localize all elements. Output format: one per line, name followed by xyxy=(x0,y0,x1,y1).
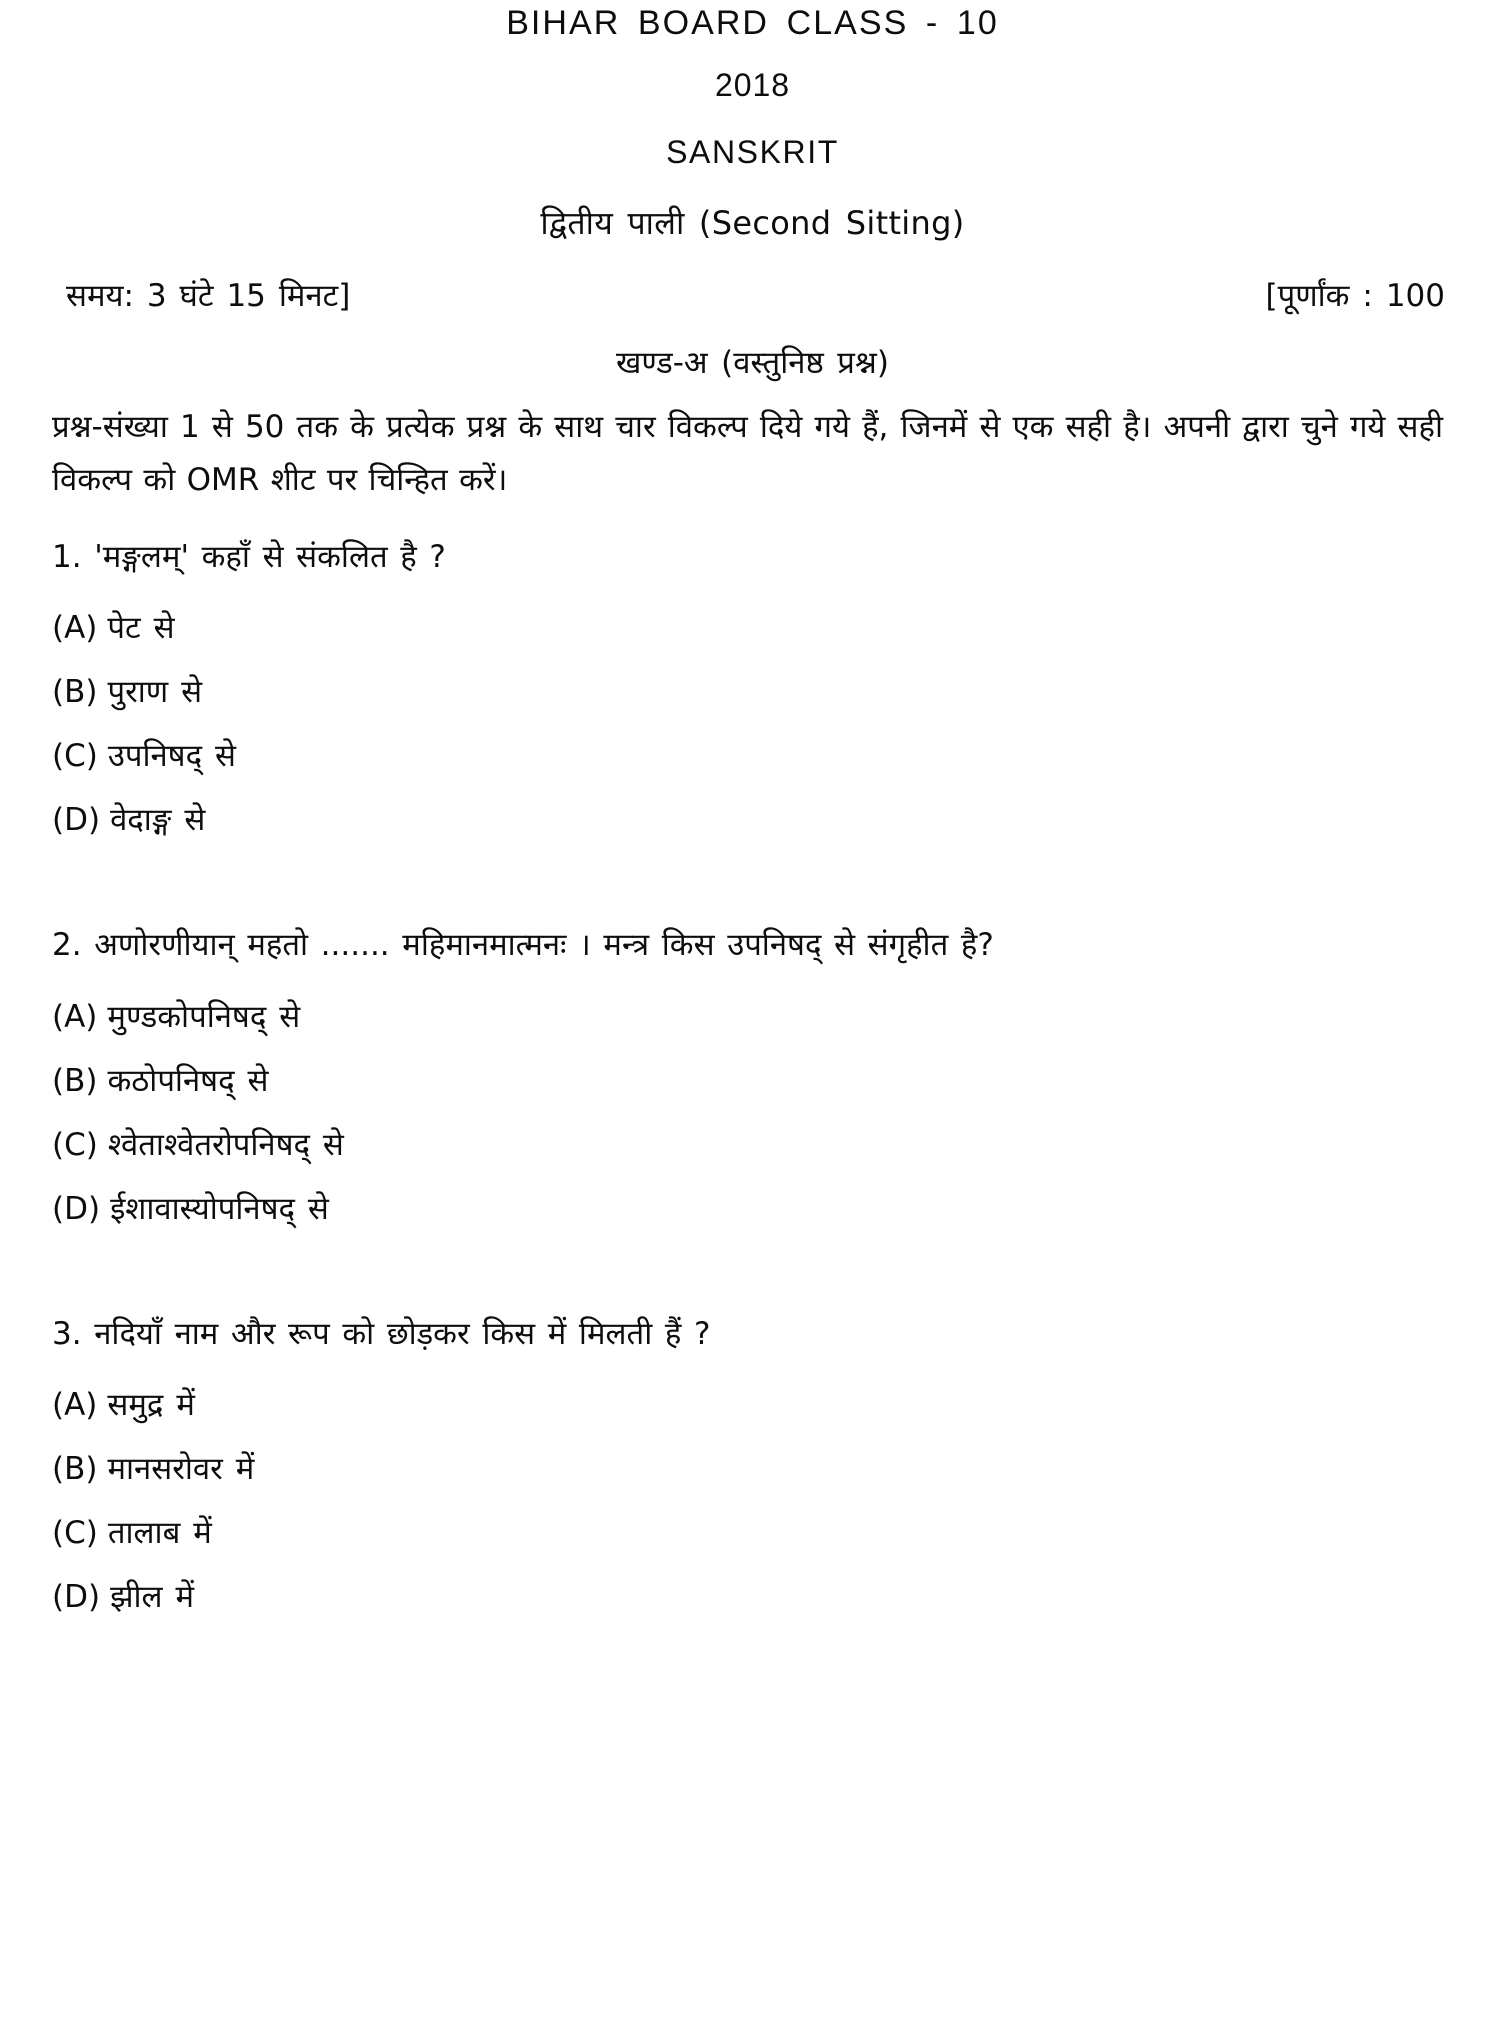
option-c[interactable] xyxy=(52,708,1453,775)
option-text: मानसरोवर में xyxy=(107,1451,255,1488)
option-d[interactable] xyxy=(52,1549,1453,1616)
option-text: कठोपनिषद् से xyxy=(107,1062,269,1099)
question-spacer xyxy=(52,1225,1453,1277)
option-label: (D) xyxy=(52,1579,101,1616)
option-label: (C) xyxy=(52,1126,98,1163)
option-label: (A) xyxy=(52,1387,98,1424)
option-a[interactable] xyxy=(52,969,1453,1033)
option-text: पेट से xyxy=(107,610,175,647)
option-text: ईशावास्योपनिषद् से xyxy=(110,1190,329,1227)
instructions-paragraph: प्रश्न-संख्या 1 से 50 तक के प्रत्येक प्रश्न के साथ चार विकल्प दिये गये हैं, जिनमें से एक सही है। अपनी द्वारा चुने गये सही विकल्प को OMR शीट पर चिन्हित करें। xyxy=(52,409,1443,499)
option-d[interactable] xyxy=(52,1161,1453,1225)
option-text: उपनिषद् से xyxy=(107,738,236,775)
option-list xyxy=(52,969,1453,1225)
option-label: (B) xyxy=(52,1062,98,1099)
option-text: तालाब में xyxy=(107,1515,212,1552)
question-block xyxy=(52,508,1453,837)
option-label: (A) xyxy=(52,610,98,647)
section-heading: खण्ड-अ (वस्तुनिष्ठ प्रश्न) xyxy=(616,345,889,381)
option-text: मुण्डकोपनिषद् से xyxy=(107,998,301,1035)
exam-year: 2018 xyxy=(714,67,791,103)
option-text: श्वेताश्वेतरोपनिषद् से xyxy=(107,1126,344,1163)
option-label: (B) xyxy=(52,674,98,711)
board-title: BIHAR BOARD CLASS - 10 xyxy=(506,4,999,42)
question-text: 2. अणोरणीयान् महतो ....... महिमानमात्मनः । मन्त्र किस उपनिषद् से संगृहीत है? xyxy=(52,927,994,964)
subject-name: SANSKRIT xyxy=(666,134,839,170)
option-c[interactable] xyxy=(52,1097,1453,1161)
option-b[interactable] xyxy=(52,644,1453,711)
option-label: (D) xyxy=(52,802,101,839)
option-label: (B) xyxy=(52,1451,98,1488)
option-list xyxy=(52,580,1453,839)
paper-header xyxy=(52,0,1453,244)
option-label: (D) xyxy=(52,1190,101,1227)
option-a[interactable] xyxy=(52,580,1453,647)
option-b[interactable] xyxy=(52,1033,1453,1097)
time-allowed: समय: 3 घंटे 15 मिनट] xyxy=(66,278,351,314)
full-marks: [पूर्णांक : 100 xyxy=(1265,278,1445,314)
option-label: (C) xyxy=(52,1515,98,1552)
exam-meta-row xyxy=(52,244,1453,316)
question-block xyxy=(52,888,1453,1225)
question-text: 1. 'मङ्गलम्' कहाँ से संकलित है ? xyxy=(52,538,446,575)
option-text: वेदाङ्ग से xyxy=(110,802,206,839)
option-label: (C) xyxy=(52,738,98,775)
question-spacer xyxy=(52,836,1453,888)
option-label: (A) xyxy=(52,998,98,1035)
sitting-label: द्वितीय पाली (Second Sitting) xyxy=(540,204,965,242)
question-block xyxy=(52,1277,1453,1614)
option-d[interactable] xyxy=(52,772,1453,839)
option-a[interactable] xyxy=(52,1357,1453,1424)
option-list xyxy=(52,1357,1453,1616)
option-b[interactable] xyxy=(52,1421,1453,1488)
option-text: पुराण से xyxy=(107,674,203,711)
question-text: 3. नदियाँ नाम और रूप को छोड़कर किस में मिलती हैं ? xyxy=(52,1315,711,1352)
option-c[interactable] xyxy=(52,1485,1453,1552)
option-text: झील में xyxy=(110,1579,195,1616)
option-text: समुद्र में xyxy=(107,1387,195,1424)
